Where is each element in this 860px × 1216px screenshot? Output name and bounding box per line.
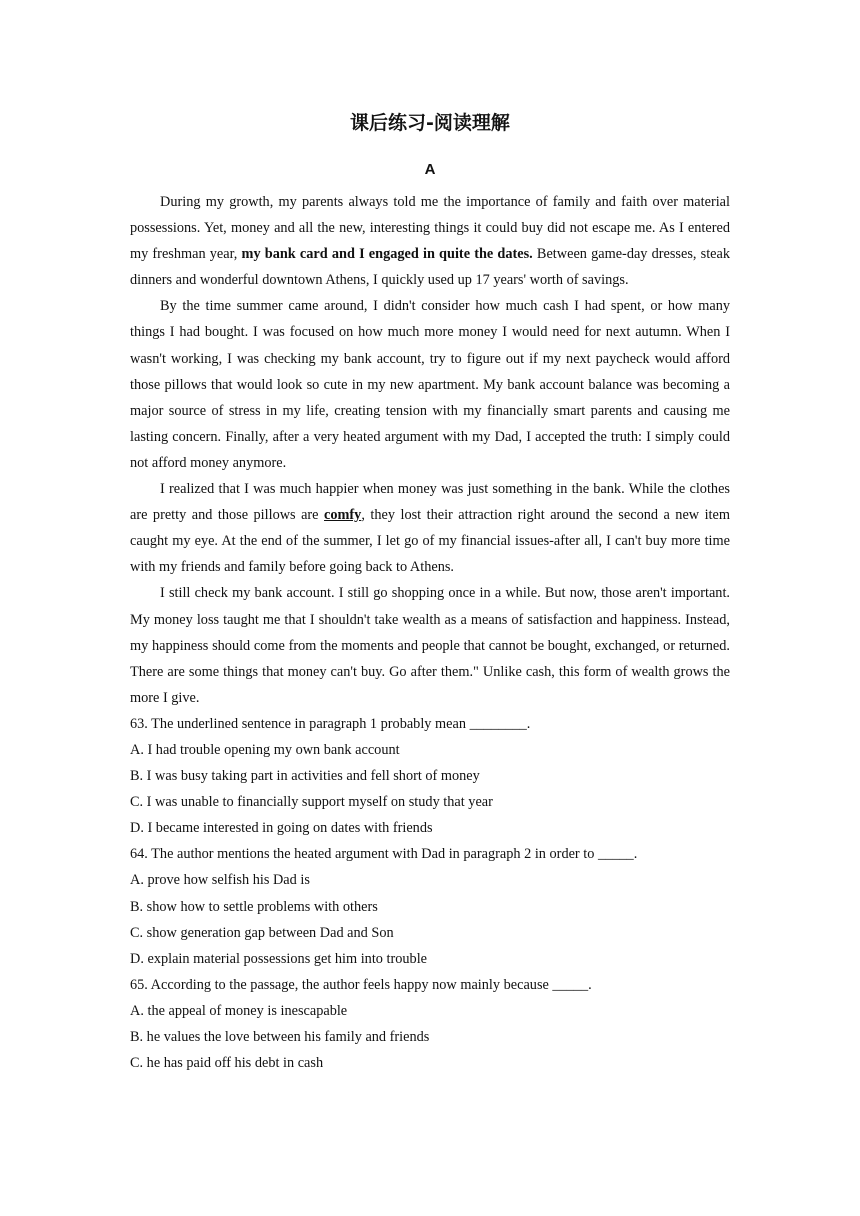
option-a: A. the appeal of money is inescapable bbox=[130, 1002, 348, 1019]
option-a: A. prove how selfish his Dad is bbox=[130, 872, 310, 889]
question-63 bbox=[130, 711, 730, 841]
passage-paragraph-1: During my growth, my parents always told me the importance of family and faith over material possessions. Yet, money and all the new, interesting things it could buy did not escape me. As I entered my freshman year, my bank card and I engaged in quite the dates. Between game-day dresses, steak dinners and wonderful downtown Athens, I quickly used up 17 years' worth of savings. bbox=[130, 194, 731, 289]
option-b: B. show how to settle problems with others bbox=[130, 898, 378, 915]
passage-paragraph-3: I realized that I was much happier when money was just something in the bank. While the clothes are pretty and those pillows are comfy, they lost their attraction right around the second a new item caught my eye. At the end of the summer, I let go of my financial issues-after all, I can't buy more time with my friends and family before going back to Athens. bbox=[130, 481, 730, 576]
underlined-word: comfy bbox=[324, 507, 362, 524]
option-c: C. show generation gap between Dad and Son bbox=[130, 924, 394, 941]
question-stem: 65. According to the passage, the author feels happy now mainly because _____. bbox=[130, 976, 592, 993]
option-a: A. I had trouble opening my own bank account bbox=[130, 741, 400, 758]
question-stem: 63. The underlined sentence in paragraph 1 probably mean ________. bbox=[130, 715, 531, 732]
option-d: D. I became interested in going on dates with friends bbox=[130, 820, 433, 837]
option-b: B. I was busy taking part in activities and fell short of money bbox=[130, 768, 480, 785]
section-label: A bbox=[424, 161, 436, 178]
question-65 bbox=[130, 972, 730, 1076]
question-64 bbox=[130, 841, 730, 971]
page-title: 课后练习-阅读理解 bbox=[350, 112, 510, 134]
underlined-sentence: my bank card and I engaged in quite the dates. bbox=[241, 246, 533, 263]
passage-paragraph-2: By the time summer came around, I didn't consider how much cash I had spent, or how many things I had bought. I was focused on how much more money I would need for next autumn. When I wasn't working, I was checking my bank account, try to figure out if my next paycheck would afford those pillows that would look so cute in my new apartment. My bank account balance was becoming a major source of stress in my life, creating tension with my financially smart parents and causing me lasting concern. Finally, after a very heated argument with my Dad, I accepted the truth: I simply could not afford money anymore. bbox=[130, 298, 730, 471]
document-page bbox=[130, 108, 730, 1076]
option-d: D. explain material possessions get him into trouble bbox=[130, 950, 428, 967]
question-stem: 64. The author mentions the heated argument with Dad in paragraph 2 in order to _____. bbox=[130, 846, 638, 863]
option-c: C. he has paid off his debt in cash bbox=[130, 1055, 324, 1072]
passage-paragraph-4: I still check my bank account. I still go shopping once in a while. But now, those aren't important. My money loss taught me that I shouldn't take wealth as a means of satisfaction and happiness. Instead, my happiness should come from the moments and people that cannot be bought, exchanged, or returned. There are some things that money can't buy. Go after them." Unlike cash, this form of wealth grows the more I give. bbox=[130, 585, 730, 706]
option-b: B. he values the love between his family and friends bbox=[130, 1029, 430, 1045]
option-c: C. I was unable to financially support myself on study that year bbox=[130, 794, 493, 811]
